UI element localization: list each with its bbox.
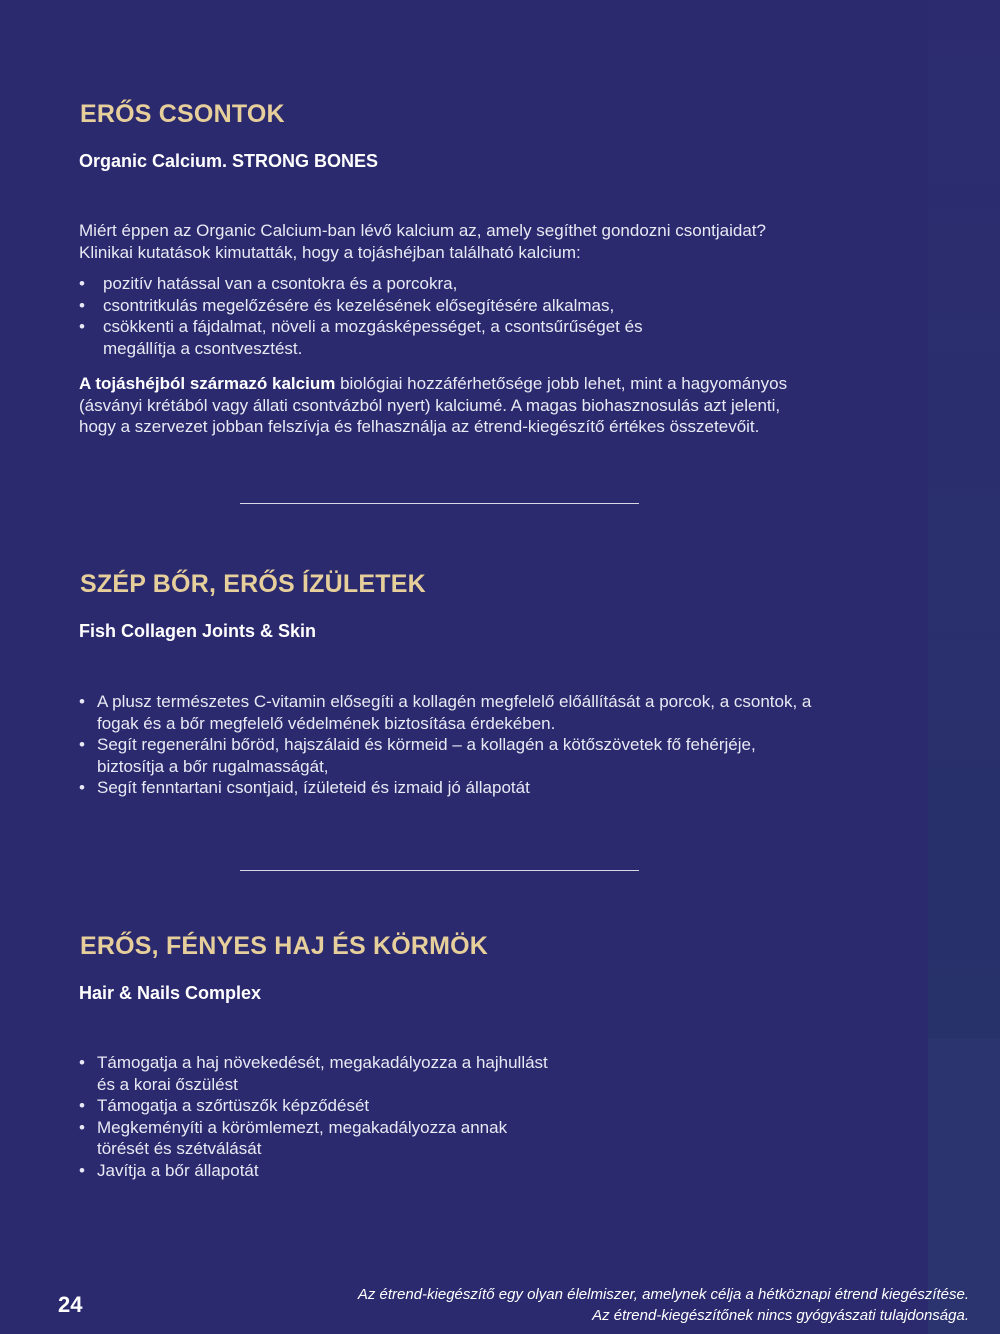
section1-heading: ERŐS CSONTOK: [80, 100, 285, 128]
section1-bullet-list: [79, 273, 699, 359]
list-item: • Segít fenntartani csontjaid, ízületeid és izmaid jó állapotát: [79, 777, 819, 799]
section2-bullet-list: [79, 691, 819, 799]
section1-subtitle: Organic Calcium. STRONG BONES: [79, 151, 379, 171]
section1-paragraph-text: biológiai hozzáférhetősége jobb lehet, mint a hagyományos (ásványi krétából vagy állati csontvázból nyert) kalciumé. A magas biohasznosulás azt jelenti, hogy a szervezet jobban felszívja és felhasználja az étrend-kiegészítő értékes összetevőit.: [79, 374, 788, 436]
section3-subtitle: Hair & Nails Complex: [79, 983, 262, 1003]
section-divider: [240, 503, 639, 504]
list-item: • Megkeményíti a körömlemezt, megakadályozza annak törését és szétválását: [79, 1117, 549, 1160]
list-item: • csökkenti a fájdalmat, növeli a mozgásképességet, a csontsűrűséget és megállítja a csontvesztést.: [79, 316, 699, 359]
list-item: • Javítja a bőr állapotát: [79, 1160, 549, 1182]
list-item: • Támogatja a szőrtüszők képződését: [79, 1095, 549, 1117]
disclaimer: [358, 1284, 969, 1326]
section3-heading: ERŐS, FÉNYES HAJ ÉS KÖRMÖK: [80, 932, 489, 960]
section-divider: [240, 870, 639, 871]
list-item: • pozitív hatással van a csontokra és a porcokra,: [79, 273, 699, 295]
list-item: • Segít regenerálni bőröd, hajszálaid és körmeid – a kollagén a kötőszövetek fő fehérjéje, biztosítja a bőr rugalmasságát,: [79, 734, 819, 777]
section1-paragraph: [79, 373, 814, 438]
section2-heading: SZÉP BŐR, ERŐS ÍZÜLETEK: [80, 570, 426, 598]
page-number: 24: [58, 1292, 83, 1317]
disclaimer-line2: Az étrend-kiegészítőnek nincs gyógyászati tulajdonsága.: [592, 1307, 969, 1324]
list-item: • csontritkulás megelőzésére és kezelésének elősegítésére alkalmas,: [79, 295, 699, 317]
section3-bullet-list: [79, 1052, 549, 1181]
disclaimer-line1: Az étrend-kiegészítő egy olyan élelmiszer, amelynek célja a hétköznapi étrend kiegészítése.: [357, 1286, 969, 1303]
section1-intro-line1: Miért éppen az Organic Calcium-ban lévő kalcium az, amely segíthet gondozni csontjaidat?: [79, 221, 766, 240]
section1-paragraph-bold: A tojáshéjból származó kalcium: [79, 374, 336, 393]
section1-intro: [79, 220, 859, 263]
list-item: • Támogatja a haj növekedését, megakadályozza a hajhullást és a korai őszülést: [79, 1052, 549, 1095]
decorative-side-band: [928, 0, 1000, 1334]
section1-intro-line2: Klinikai kutatások kimutatták, hogy a tojáshéjban található kalcium:: [79, 242, 581, 262]
list-item: • A plusz természetes C-vitamin elősegíti a kollagén megfelelő előállítását a porcok, a csontok, a fogak és a bőr megfelelő védelmének biztosítása érdekében.: [79, 691, 819, 734]
section2-subtitle: Fish Collagen Joints & Skin: [79, 621, 317, 641]
